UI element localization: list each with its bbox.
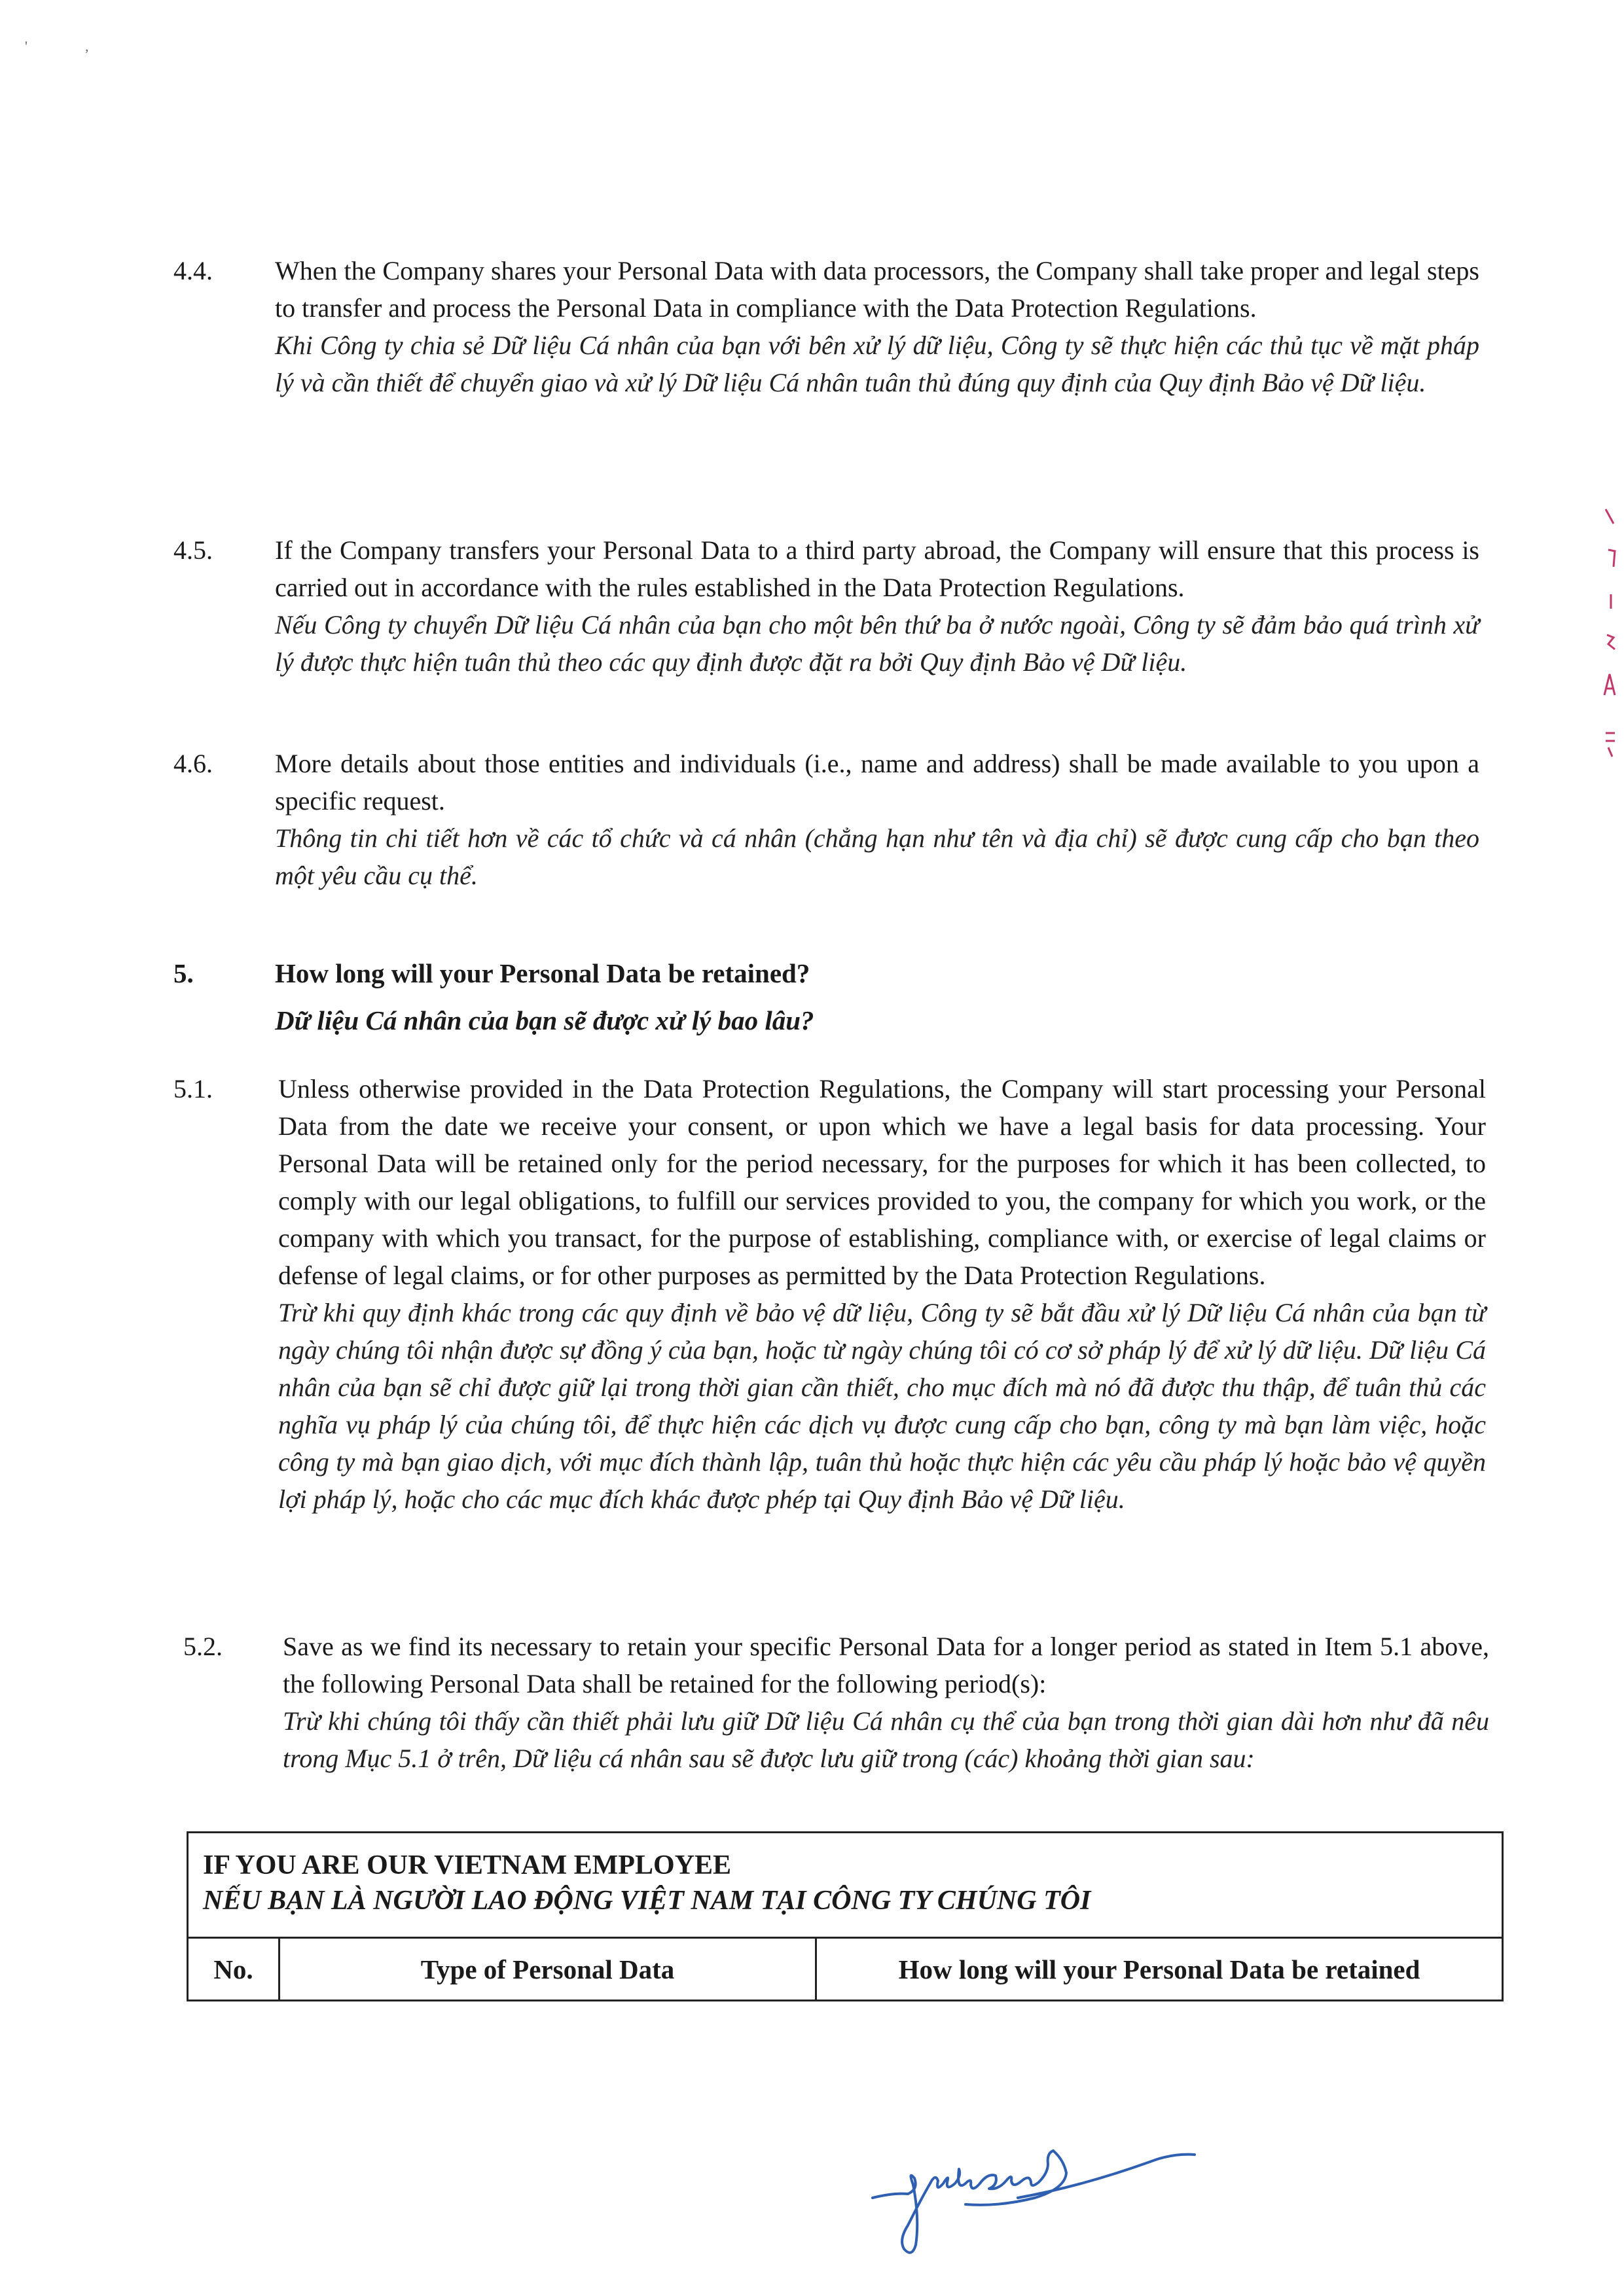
- clause-text-en: More details about those entities and individuals (i.e., name and address) shall be made available to you upon a specific request.: [275, 749, 1479, 816]
- table-title-en: IF YOU ARE OUR VIETNAM EMPLOYEE: [203, 1850, 732, 1880]
- clause-4-4: [173, 252, 1479, 401]
- clause-5-1: [173, 1070, 1486, 1518]
- clause-4-6: [173, 745, 1479, 894]
- clause-text-en: If the Company transfers your Personal Data to a third party abroad, the Company will ensure that this process is carried out in accordance with the rules established in the Data Protection Regulations.: [275, 535, 1479, 602]
- section-title-vi: Dữ liệu Cá nhân của bạn sẽ được xử lý bao lâu?: [275, 1005, 814, 1035]
- clause-number: 4.5.: [173, 535, 213, 565]
- clause-text-vi: Nếu Công ty chuyển Dữ liệu Cá nhân của bạn cho một bên thứ ba ở nước ngoài, Công ty sẽ đảm bảo quá trình xử lý được thực hiện tuân thủ theo các quy định được đặt ra bởi Quy định Bảo vệ Dữ liệu.: [275, 610, 1479, 677]
- clause-text-vi: Khi Công ty chia sẻ Dữ liệu Cá nhân của bạn với bên xử lý dữ liệu, Công ty sẽ thực hiện các thủ tục về mặt pháp lý và cần thiết để chuyển giao và xử lý Dữ liệu Cá nhân tuân thủ đúng quy định của Quy định Bảo vệ Dữ liệu.: [275, 331, 1479, 397]
- margin-stamp-marks: [1599, 504, 1619, 766]
- retention-table: [187, 1831, 1504, 2001]
- clause-text-en: When the Company shares your Personal Data with data processors, the Company shall take proper and legal steps to transfer and process the Personal Data in compliance with the Data Protection Regulations.: [275, 256, 1479, 323]
- clause-number: 4.4.: [173, 256, 213, 285]
- table-title-vi: NẾU BẠN LÀ NGƯỜI LAO ĐỘNG VIỆT NAM TẠI CÔNG TY CHÚNG TÔI: [203, 1886, 1091, 1916]
- clause-4-5: [173, 531, 1479, 681]
- clause-text-vi: Thông tin chi tiết hơn về các tổ chức và cá nhân (chẳng hạn như tên và địa chỉ) sẽ được cung cấp cho bạn theo một yêu cầu cụ thể.: [275, 823, 1479, 890]
- clause-number: 4.6.: [173, 749, 213, 778]
- stamp-fragment-icon: [1599, 504, 1619, 766]
- clause-text-en: Unless otherwise provided in the Data Protection Regulations, the Company will start processing your Personal Data from the date we receive your consent, or upon which we have a legal basis for data processing. Your Personal Data will be retained only for the period necessary, for the purposes for which it has been collected, to comply with our legal obligations, to fulfill our services provided to you, the company for which you work, or the company with which you transact, for the purpose of establishing, compliance with, or exercise of legal claims or defense of legal claims, or for other purposes as permitted by the Data Protection Regulations.: [278, 1074, 1486, 1290]
- signature-icon: [867, 2121, 1208, 2265]
- column-header-retention: How long will your Personal Data be retained: [898, 1954, 1420, 1984]
- section-number: 5.: [173, 958, 194, 988]
- clause-text-en: Save as we find its necessary to retain your specific Personal Data for a longer period as stated in Item 5.1 above, the following Personal Data shall be retained for the following period(s):: [283, 1632, 1489, 1698]
- scan-artifact: ,: [85, 38, 89, 54]
- section-5-heading: [173, 954, 1479, 1039]
- clause-number: 5.1.: [173, 1074, 213, 1103]
- clause-text-vi: Trừ khi chúng tôi thấy cần thiết phải lưu giữ Dữ liệu Cá nhân cụ thể của bạn trong thời gian dài hơn như đã nêu trong Mục 5.1 ở trên, Dữ liệu cá nhân sau sẽ được lưu giữ trong (các) khoảng thời gian sau:: [283, 1706, 1489, 1773]
- column-header-type: Type of Personal Data: [280, 1939, 817, 2000]
- column-header-no: No.: [189, 1939, 280, 2000]
- clause-number: 5.2.: [183, 1632, 223, 1661]
- scan-artifact: ': [25, 38, 27, 54]
- clause-5-2: [183, 1628, 1489, 1777]
- table-header-row: [189, 1937, 1502, 2000]
- section-title-en: How long will your Personal Data be retained?: [275, 958, 810, 988]
- clause-text-vi: Trừ khi quy định khác trong các quy định về bảo vệ dữ liệu, Công ty sẽ bắt đầu xử lý Dữ liệu Cá nhân của bạn từ ngày chúng tôi nhận được sự đồng ý của bạn, hoặc từ ngày chúng tôi có cơ sở pháp lý để xử lý dữ liệu. Dữ liệu Cá nhân của bạn sẽ chỉ được giữ lại trong thời gian cần thiết, cho mục đích mà nó đã được thu thập, để tuân thủ các nghĩa vụ pháp lý của chúng tôi, để thực hiện các dịch vụ được cung cấp cho bạn, công ty mà bạn làm việc, hoặc công ty mà bạn giao dịch, với mục đích thành lập, tuân thủ hoặc thực hiện các yêu cầu pháp lý hoặc bảo vệ quyền lợi pháp lý, hoặc cho các mục đích khác được phép tại Quy định Bảo vệ Dữ liệu.: [278, 1298, 1486, 1514]
